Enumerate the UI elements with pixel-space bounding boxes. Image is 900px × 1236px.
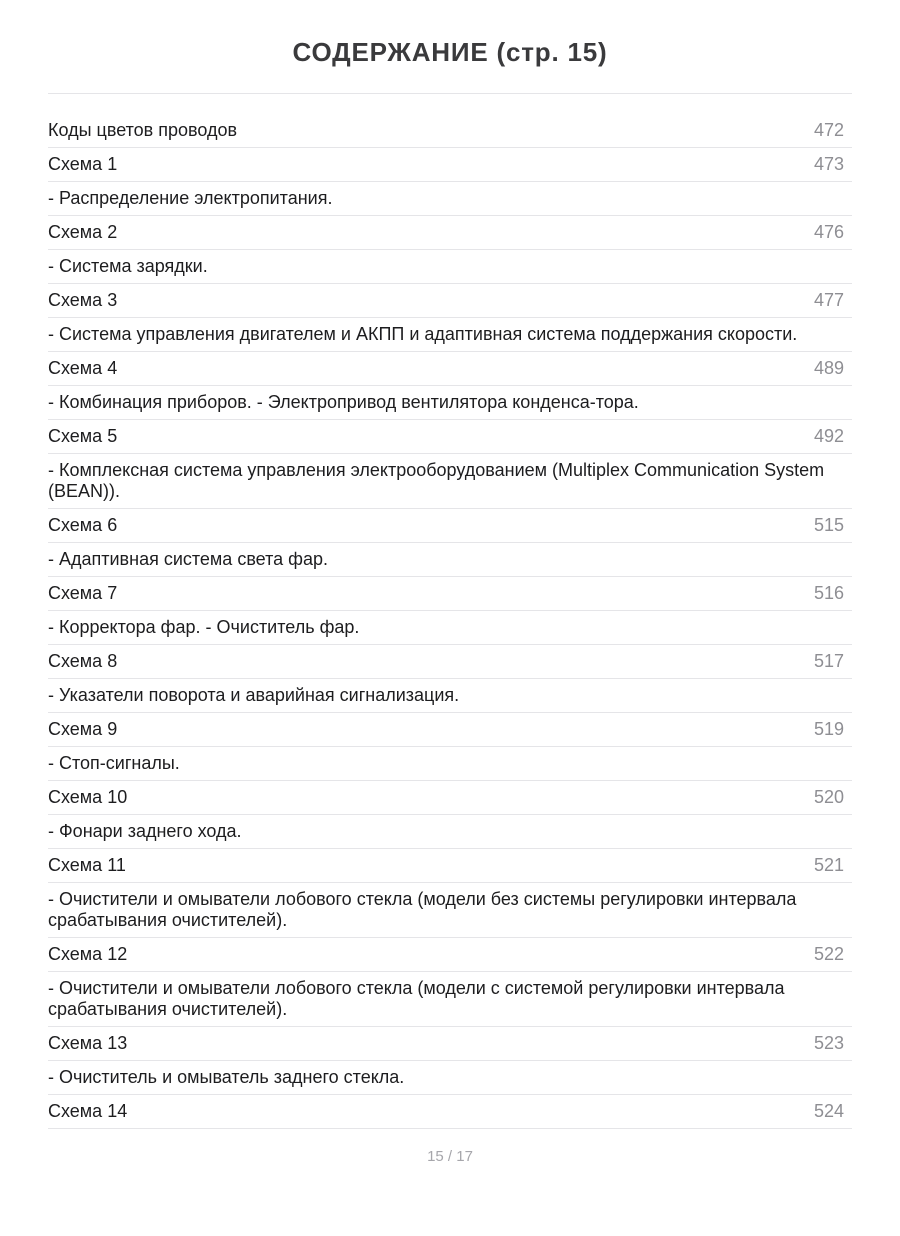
toc-entry-page-number: 492 [813,426,844,446]
toc-row-description [48,454,852,509]
toc-entry-label: Схема 12 [48,944,128,964]
toc-page [0,36,900,1167]
toc-row [48,1027,852,1061]
toc-entry-label: Схема 1 [48,154,118,174]
toc-entry-page-number: 522 [813,944,844,964]
toc-entry-page-number: 473 [813,154,844,174]
toc-row [48,1095,852,1129]
page-footer [48,1147,852,1167]
toc-entry-label: - Система управления двигателем и АКПП и адаптивная система поддержания скорости. [48,324,798,344]
toc-entry-label: Схема 13 [48,1033,128,1053]
toc-entry-page-number: 517 [813,651,844,671]
toc-entry-label: - Стоп-сигналы. [48,753,180,773]
toc-entry-page-number: 523 [813,1033,844,1053]
toc-entry-page-number: 472 [813,120,844,140]
toc-row-description [48,250,852,284]
toc-entry-label: - Система зарядки. [48,256,208,276]
toc-entry-label: Схема 10 [48,787,128,807]
toc-row [48,114,852,148]
toc-entry-page-number: 489 [813,358,844,378]
toc-row-description [48,972,852,1027]
toc-entry-page-number: 477 [813,290,844,310]
toc-row-description [48,883,852,938]
page-indicator: 15 / 17 [427,1148,473,1165]
toc-entry-page-number: 520 [813,787,844,807]
toc-entry-label: - Корректора фар. - Очиститель фар. [48,617,360,637]
toc-entry-page-number: 476 [813,222,844,242]
toc-entry-page-number: 515 [813,515,844,535]
toc-entry-label: Схема 11 [48,855,126,875]
toc-entry-label: Схема 4 [48,358,118,378]
toc-entry-label: Схема 7 [48,583,118,603]
toc-entry-page-number: 521 [813,855,844,875]
toc-row [48,713,852,747]
toc-entry-label: Схема 9 [48,719,118,739]
toc-row-description [48,815,852,849]
toc-row [48,781,852,815]
toc-entry-label: - Указатели поворота и аварийная сигнализация. [48,685,460,705]
toc-row-description [48,386,852,420]
toc-row-description [48,679,852,713]
toc-row [48,420,852,454]
toc-row-description [48,747,852,781]
toc-row-description [48,543,852,577]
toc-row [48,645,852,679]
toc-row [48,938,852,972]
page-title: СОДЕРЖАНИЕ (стр. 15) [292,37,608,67]
toc-entry-label: - Очистители и омыватели лобового стекла (модели с системой регулировки интервала срабатывания очистителей). [48,978,785,1019]
toc-entry-label: - Фонари заднего хода. [48,821,242,841]
toc-row [48,216,852,250]
toc-row [48,577,852,611]
toc-entry-label: Схема 3 [48,290,118,310]
toc-entry-label: - Комбинация приборов. - Электропривод вентилятора конденса-тора. [48,392,639,412]
toc-row-description [48,182,852,216]
toc-row [48,509,852,543]
toc-entry-label: Схема 8 [48,651,118,671]
toc-entry-label: Схема 5 [48,426,118,446]
toc-row [48,849,852,883]
toc-row [48,148,852,182]
toc-entry-label: Коды цветов проводов [48,120,238,140]
toc-row-description [48,318,852,352]
toc-entry-label: - Очистители и омыватели лобового стекла (модели без системы регулировки интервала срабатывания очистителей). [48,889,797,930]
toc-entry-label: - Распределение электропитания. [48,188,333,208]
toc-entry-label: Схема 6 [48,515,118,535]
toc-entry-label: Схема 14 [48,1101,128,1121]
toc-entry-label: Схема 2 [48,222,118,242]
toc-list [48,93,852,1129]
toc-row [48,284,852,318]
toc-entry-label: - Комплексная система управления электрооборудованием (Multiplex Communication System (BEAN)). [48,460,825,501]
toc-entry-label: - Адаптивная система света фар. [48,549,328,569]
toc-row-description [48,611,852,645]
document-viewer-page [0,36,900,1236]
toc-row-description [48,1061,852,1095]
toc-row [48,352,852,386]
toc-entry-page-number: 516 [813,583,844,603]
toc-entry-label: - Очиститель и омыватель заднего стекла. [48,1067,405,1087]
toc-entry-page-number: 524 [813,1101,844,1121]
toc-entry-page-number: 519 [813,719,844,739]
